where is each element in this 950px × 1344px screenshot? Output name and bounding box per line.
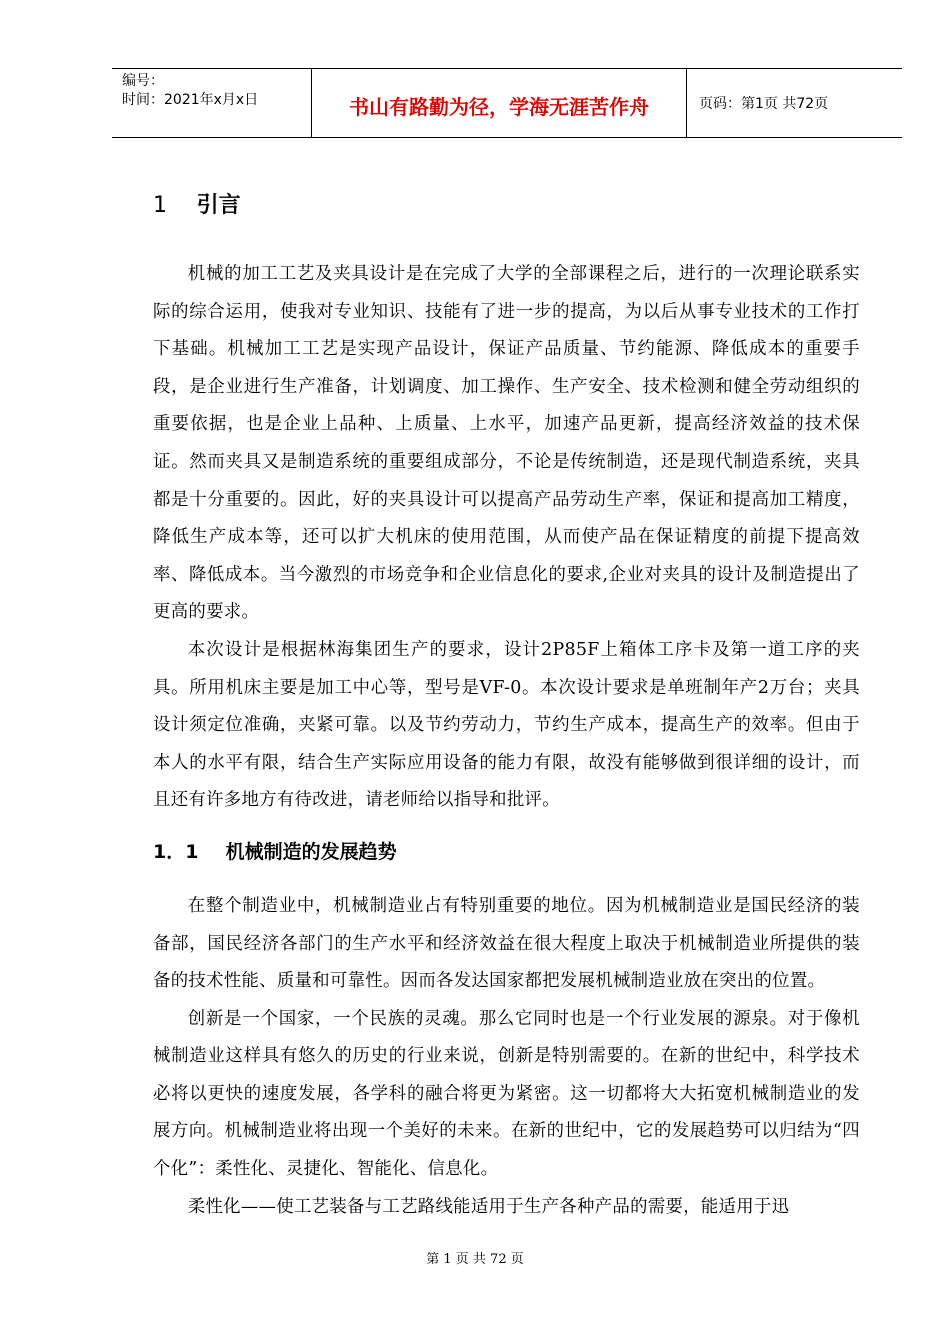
section-title: 引言 <box>196 193 241 218</box>
paragraph: 柔性化——使工艺装备与工艺路线能适用于生产各种产品的需要，能适用于迅 <box>187 1196 790 1217</box>
header-number-label: 编号： <box>122 73 164 89</box>
paragraph: 在整个制造业中，机械制造业占有特别重要的地位。因为机械制造业是国民经济的装备部，国民经济各部门的生产水平和经济效益在很大程度上取决于机械制造业所提供的装备的技术性能、质量和可靠性。因而各发达国家都把发展机械制造业放在突出的位置。 <box>153 895 860 992</box>
page-footer: 第 1 页 共 72 页 <box>426 1252 524 1267</box>
header-meta <box>112 69 312 137</box>
paragraph: 创新是一个国家，一个民族的灵魂。那么它同时也是一个行业发展的源泉。对于像机械制造业这样具有悠久的历史的行业来说，创新是特别需要的。在新的世纪中，科学技术必将以更快的速度发展，各学科的融合将更为紧密。这一切都将大大拓宽机械制造业的发展方向。机械制造业将出现一个美好的未来。在新的世纪中，它的发展趋势可以归结为“四个化”：柔性化、灵捷化、智能化、信息化。 <box>153 1008 860 1180</box>
page-header <box>112 68 902 138</box>
paragraph: 本次设计是根据林海集团生产的要求，设计2P85F上箱体工序卡及第一道工序的夹具。所用机床主要是加工中心等，型号是VF-0。本次设计要求是单班制年产2万台；夹具设计须定位准确，夹紧可靠。以及节约劳动力，节约生产成本，提高生产的效率。但由于本人的水平有限，结合生产实际应用设备的能力有限，故没有能够做到很详细的设计，而且还有许多地方有待改进，请老师给以指导和批评。 <box>153 639 860 811</box>
header-time-label: 时间：2021年x月x日 <box>122 92 259 108</box>
header-motto: 书山有路勤为径，学海无涯苦作舟 <box>312 69 687 137</box>
subsection-title: 机械制造的发展趋势 <box>225 840 397 863</box>
header-page-info: 页码：第1页 共72页 <box>699 96 829 112</box>
subsection-number: 1．1 <box>153 840 199 863</box>
document-body <box>153 186 860 1226</box>
section-heading <box>153 186 860 226</box>
paragraph: 机械的加工工艺及夹具设计是在完成了大学的全部课程之后，进行的一次理论联系实际的综合运用，使我对专业知识、技能有了进一步的提高，为以后从事专业技术的工作打下基础。机械加工工艺是实现产品设计，保证产品质量、节约能源、降低成本的重要手段，是企业进行生产准备，计划调度、加工操作、生产安全、技术检测和健全劳动组织的重要依据，也是企业上品种、上质量、上水平，加速产品更新，提高经济效益的技术保证。然而夹具又是制造系统的重要组成部分，不论是传统制造，还是现代制造系统，夹具都是十分重要的。因此，好的夹具设计可以提高产品劳动生产率，保证和提高加工精度，降低生产成本等，还可以扩大机床的使用范围，从而使产品在保证精度的前提下提高效率、降低成本。当今激烈的市场竞争和企业信息化的要求,企业对夹具的设计及制造提出了更高的要求。 <box>153 264 860 623</box>
subsection-heading <box>153 832 860 872</box>
section-number: 1 <box>153 193 167 218</box>
